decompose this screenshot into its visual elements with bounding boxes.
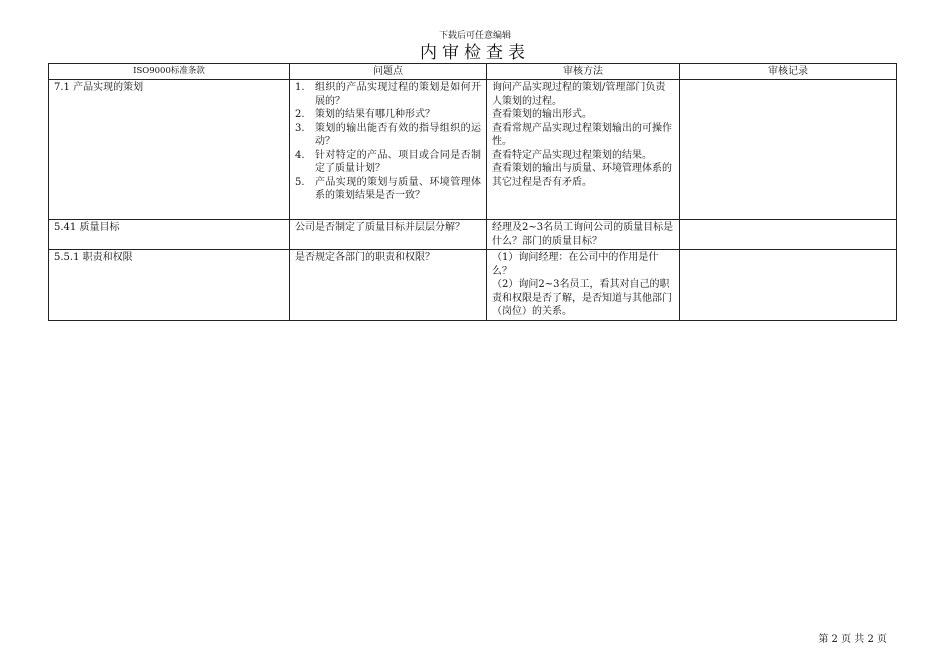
question-text: 针对特定的产品、项目或合同是否制定了质量计划？ xyxy=(315,149,481,174)
question-item xyxy=(295,122,481,149)
question-text: 组织的产品实现过程的策划是如何开展的？ xyxy=(315,82,481,107)
table-row xyxy=(49,250,897,321)
question-number: 2. xyxy=(295,109,305,120)
header-method: 审核方法 xyxy=(487,64,680,80)
question-cell xyxy=(290,80,487,220)
header-record: 审核记录 xyxy=(680,64,897,80)
question-text: 策划的输出能否有效的指导组织的运动？ xyxy=(315,122,481,147)
method-text: （2）询问2~3名员工，看其对自己的职责和权限是否了解，是否知道与其他部门（岗位）的关系。 xyxy=(492,279,672,317)
method-text: 查看常规产品实现过程策划输出的可操作性。 xyxy=(492,122,672,147)
table-row xyxy=(49,220,897,250)
record-cell xyxy=(680,220,897,250)
record-cell xyxy=(680,250,897,321)
question-number: 4. xyxy=(295,149,305,161)
question-number: 3. xyxy=(295,122,305,134)
clause-cell: 5.5.1 职责和权限 xyxy=(49,250,290,321)
question-text: 策划的结果有哪几种形式？ xyxy=(315,109,435,120)
header-clause: ISO9000标准条款 xyxy=(49,64,290,80)
question-item xyxy=(295,176,481,203)
question-item xyxy=(295,81,481,108)
method-text: （1）询问经理：在公司中的作用是什么？ xyxy=(492,252,659,277)
method-text: 经理及2~3名员工询问公司的质量目标是什么？部门的质量目标？ xyxy=(492,222,674,247)
question-text: 产品实现的策划与质量、环境管理体系的策划结果是否一致？ xyxy=(315,176,481,201)
question-cell: 是否规定各部门的职责和权限？ xyxy=(290,250,487,321)
document-title: 内审检查表 xyxy=(420,43,530,63)
method-text: 查看策划的输出形式。 xyxy=(492,109,592,120)
header-note: 下载后可任意编辑 xyxy=(438,31,511,41)
method-text: 查看策划的输出与质量、环境管理体系的其它过程是否有矛盾。 xyxy=(492,163,672,188)
table-row xyxy=(49,80,897,220)
question-number: 1. xyxy=(295,82,305,93)
audit-checklist-table xyxy=(48,63,897,321)
clause-cell: 5.41 质量目标 xyxy=(49,220,290,250)
question-list xyxy=(295,81,481,203)
method-text: 询问产品实现过程的策划/管理部门负责人策划的过程。 xyxy=(492,82,666,107)
method-cell xyxy=(487,250,680,321)
method-cell xyxy=(487,220,680,250)
question-number: 5. xyxy=(295,176,305,188)
header-question: 问题点 xyxy=(290,64,487,80)
method-text: 查看特定产品实现过程策划的结果。 xyxy=(492,149,652,161)
page-number: 第 2 页 共 2 页 xyxy=(818,634,887,645)
question-cell: 公司是否制定了质量目标并层层分解？ xyxy=(290,220,487,250)
question-item xyxy=(295,149,481,176)
record-cell xyxy=(680,80,897,220)
table-header-row xyxy=(49,64,897,80)
method-cell xyxy=(487,80,680,220)
question-item xyxy=(295,108,481,122)
clause-cell: 7.1 产品实现的策划 xyxy=(49,80,290,220)
